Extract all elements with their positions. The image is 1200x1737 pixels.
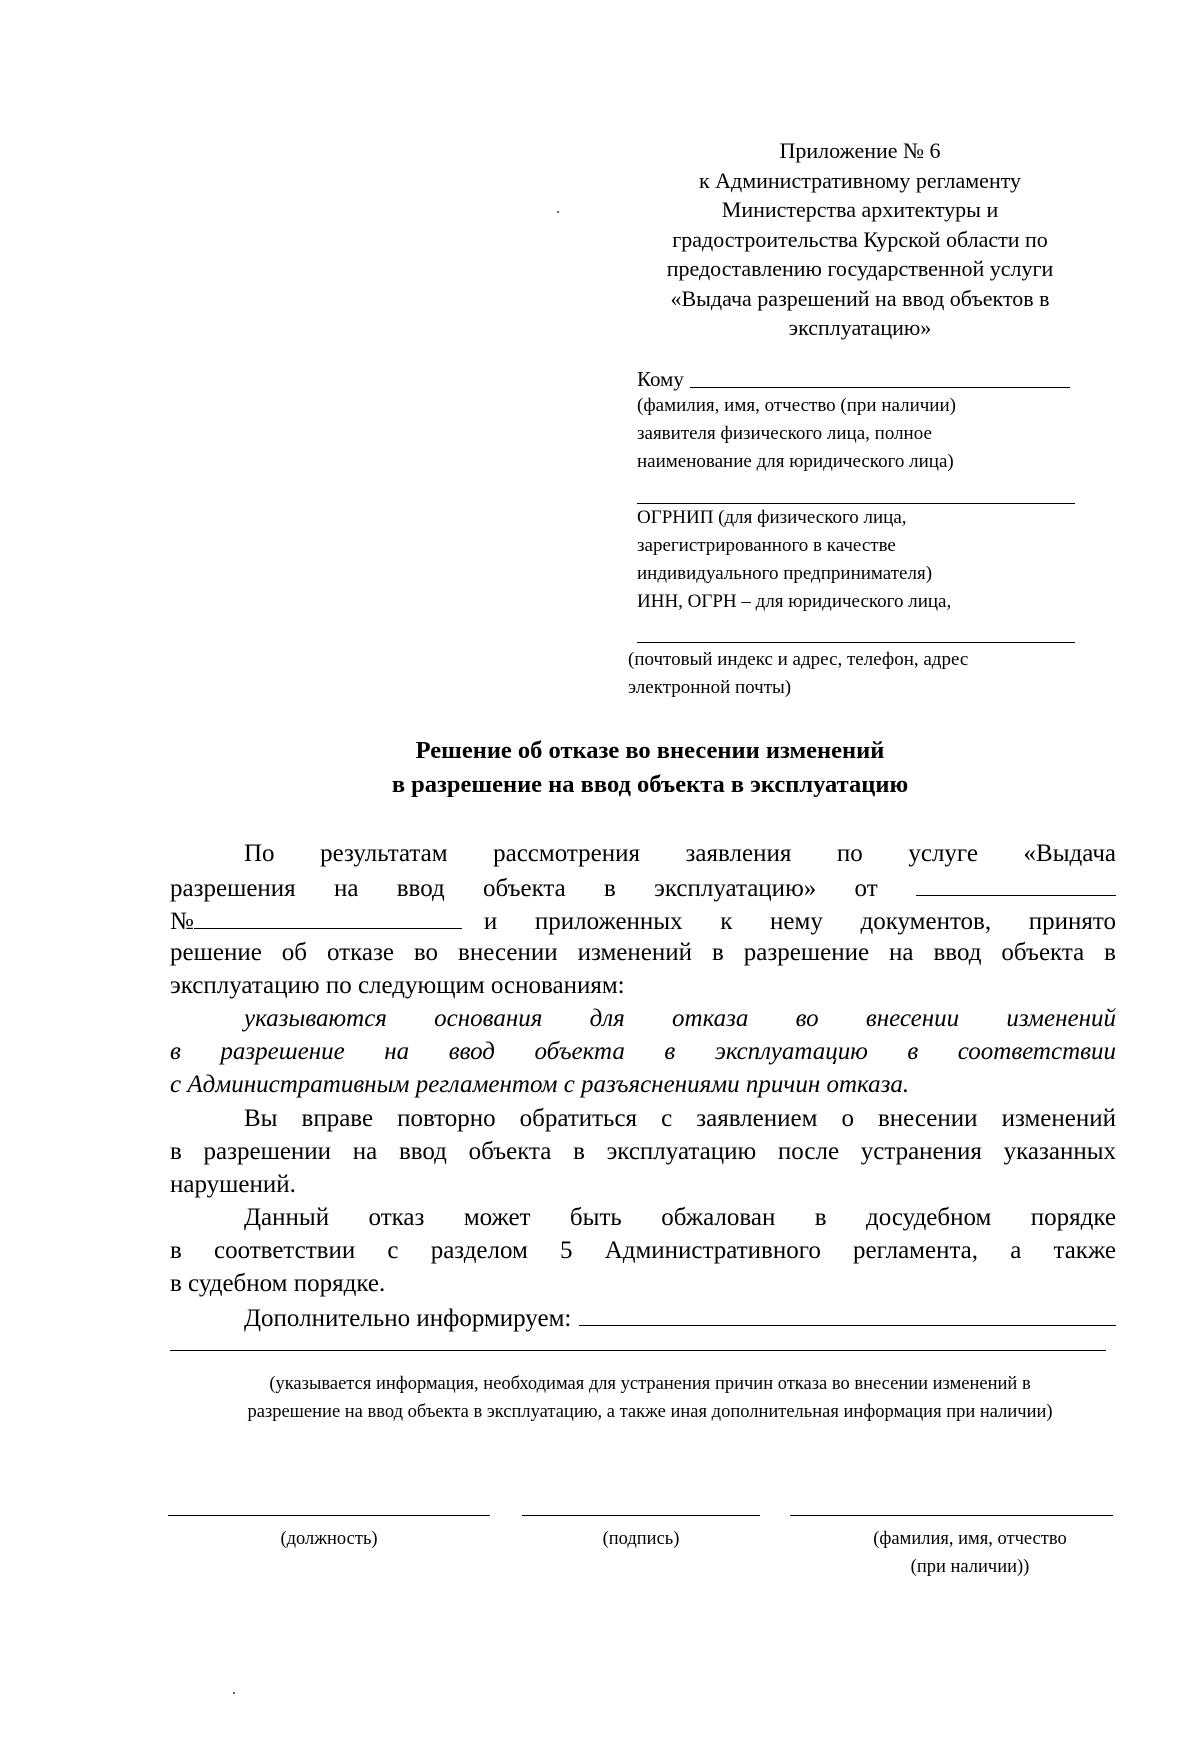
note-line: (почтовый индекс и адрес, телефон, адрес [628,649,969,670]
body-line: Вы вправе повторно обратиться с заявлением о внесении изменений [244,1105,1116,1132]
note-line: электронной почты) [628,677,792,698]
recipient-name-note [637,392,956,476]
note-line: ИНН, ОГРН – для юридического лица, [637,591,952,612]
appendix-line: градостроительства Курской области по [672,226,1048,252]
note-line: индивидуального предпринимателя) [637,563,933,584]
body-line: в разрешении на ввод объекта в эксплуатацию после устранения указанных [170,1138,1116,1165]
body-line-italic: указываются основания для отказа во внесении изменений [244,1005,1116,1032]
full-name-blank-line [790,1515,1113,1516]
appendix-line: Министерства архитектуры и [721,197,999,222]
document-title [150,734,1150,802]
word: разрешения [170,875,296,902]
title-line: в разрешение на ввод объекта в эксплуатацию [391,771,909,798]
number-sign: № [170,908,194,935]
body-line: Данный отказ может быть обжалован в досудебном порядке [244,1204,1116,1231]
signature-label: (подпись) [602,1529,680,1549]
recipient-address-note [628,646,968,702]
word: в [604,875,616,902]
footnote-line: разрешение на ввод объекта в эксплуатацию, а также иная дополнительная информация при наличии) [247,1402,1053,1422]
recipient-to-label: Кому [637,367,684,391]
body-line-italic: с Административным регламентом с разъяснениями причин отказа. [170,1071,910,1098]
appendix-line: эксплуатацию» [788,315,932,340]
additional-info-line [170,1301,1116,1333]
note-line: заявителя физического лица, полное [637,423,932,444]
note-line: ОГРНИП (для физического лица, [637,507,907,528]
body-line-italic: в разрешение на ввод объекта в эксплуатацию в соответствии [170,1038,1116,1065]
position-blank-line [168,1515,490,1516]
appendix-header [635,136,1085,343]
body-line: в соответствии с разделом 5 Административного регламента, а также [170,1237,1116,1264]
footnote-line: (указывается информация, необходимая для устранения причин отказа во внесении изменений в [269,1374,1031,1394]
recipient-address-line [637,642,1075,643]
scan-dot [557,211,559,213]
note-line: (фамилия, имя, отчество (при наличии) [637,395,956,416]
word: от [854,875,878,902]
body-line-rest: и приложенных к нему документов, принято [483,908,1116,935]
word: ввод [396,875,445,902]
scan-dot [233,1692,235,1694]
body-line: нарушений. [170,1171,296,1198]
word: эксплуатацию» [654,875,817,902]
full-name-label-line: (при наличии)) [910,1557,1030,1577]
note-line: зарегистрированного в качестве [637,535,896,556]
body-line: По результатам рассмотрения заявления по услуге «Выдача [244,840,1116,867]
body-line: в судебном порядке. [170,1270,386,1297]
appendix-line: «Выдача разрешений на ввод объектов в [670,285,1050,311]
title-line: Решение об отказе во внесении изменений [415,737,885,764]
body-line-with-number [170,904,1116,936]
full-name-label [800,1525,1140,1581]
additional-info-second-line [170,1350,1106,1351]
additional-info-blank-line [579,1301,1116,1326]
body-line: эксплуатацию по следующим основаниям: [170,972,625,999]
full-name-label-line: (фамилия, имя, отчество [873,1529,1067,1549]
appendix-line: к Административному регламенту [698,167,1022,193]
recipient-name-line [690,387,1070,388]
body-line: решение об отказе во внесении изменений в разрешение на ввод объекта в [170,939,1116,966]
additional-info-label: Дополнительно информируем: [244,1305,572,1332]
note-line: наименование для юридического лица) [637,451,954,472]
appendix-line: Приложение № 6 [779,138,941,163]
body-line-with-date [170,871,1116,903]
word: объекта [482,875,566,902]
position-label: (должность) [280,1529,378,1549]
signature-blank-line [522,1515,760,1516]
number-blank-line [194,904,462,929]
date-blank-line [916,871,1116,896]
word: на [333,875,359,902]
appendix-line: предоставлению государственной услуги [666,256,1054,281]
recipient-ogrn-note [637,504,951,616]
